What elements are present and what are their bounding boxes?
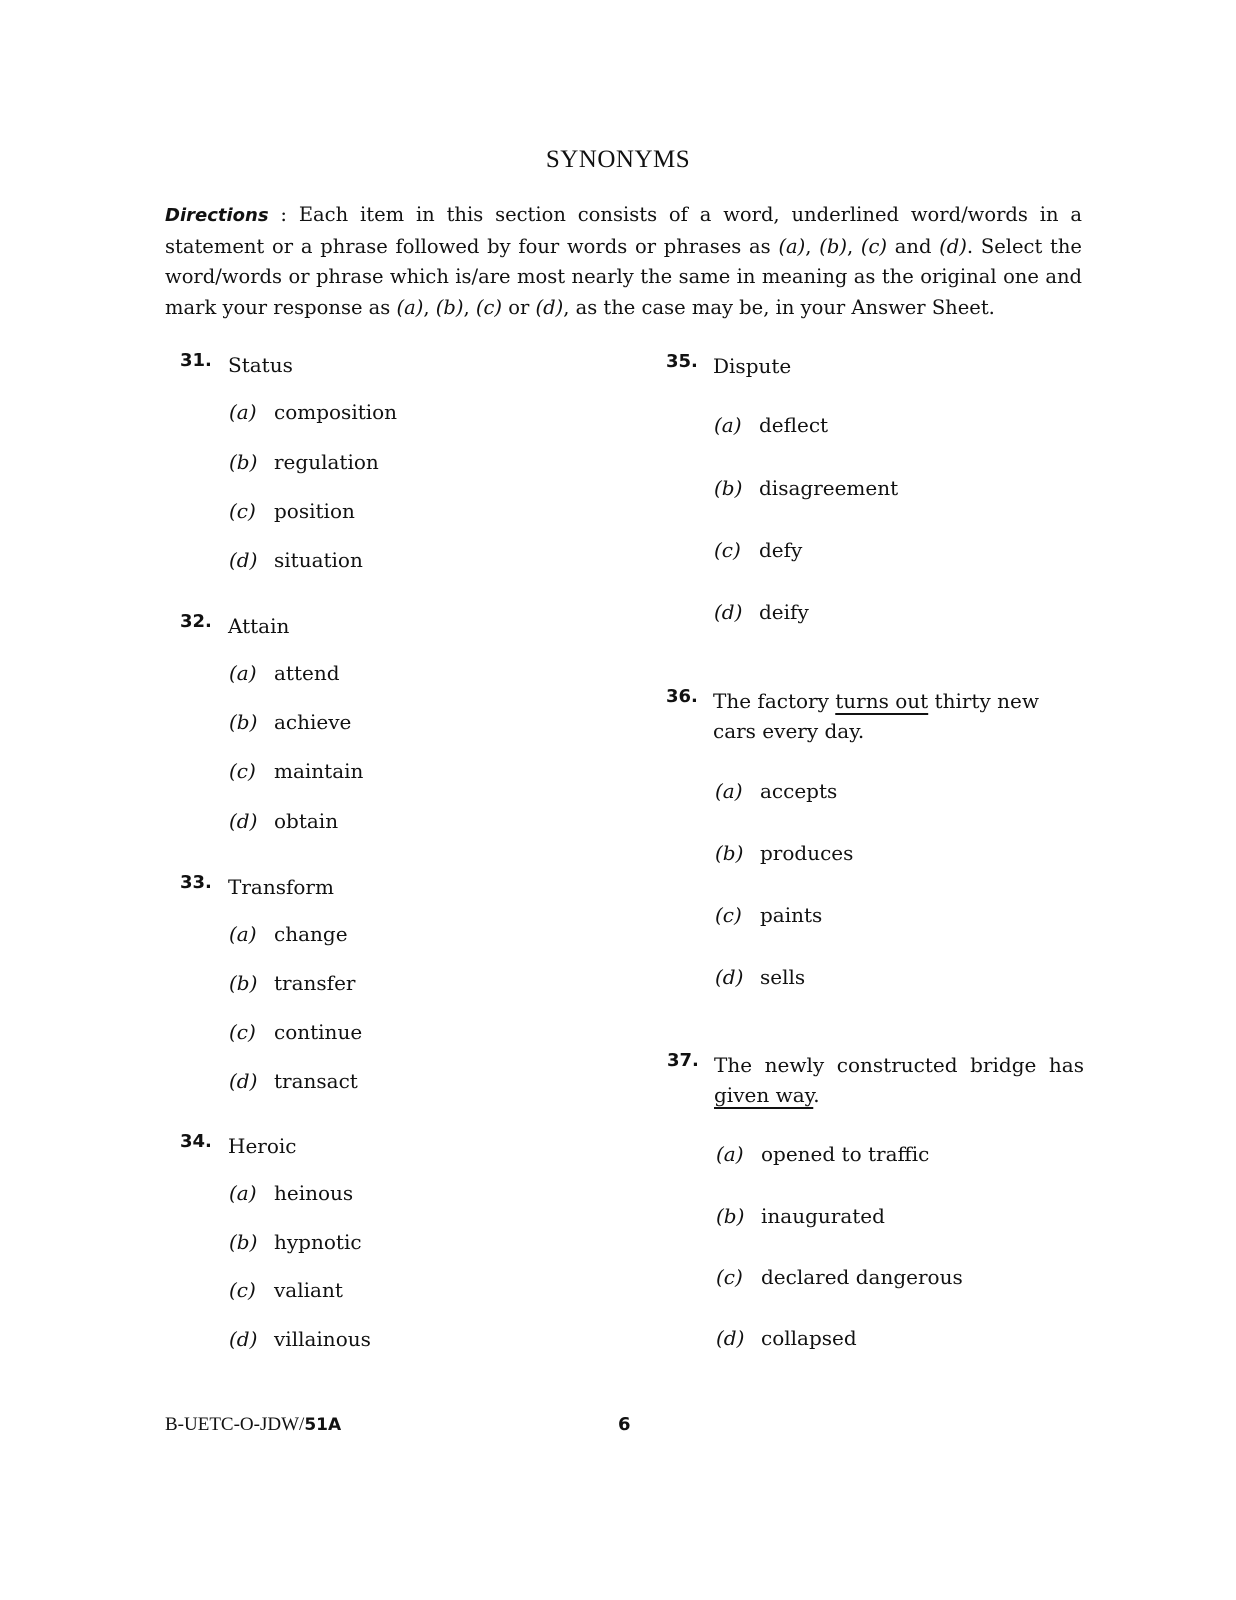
section-title: SYNONYMS — [545, 146, 691, 173]
option-text: declared dangerous — [761, 1265, 963, 1289]
question-word: Transform — [228, 875, 334, 899]
directions-option-c: (c) — [860, 234, 888, 258]
option-label: (a) — [229, 400, 257, 424]
directions-option-a: (a) — [778, 234, 806, 258]
question-number: 32. — [180, 611, 212, 632]
question-word: Status — [228, 353, 293, 377]
option-text: deflect — [759, 413, 829, 437]
option-label: (c) — [229, 1020, 256, 1044]
directions-comma: , — [463, 295, 476, 319]
option-label: (c) — [716, 1265, 743, 1289]
option-text: composition — [274, 400, 398, 424]
option-label: (b) — [229, 710, 258, 734]
option-label: (a) — [714, 413, 742, 437]
directions-and: and — [887, 234, 940, 258]
question-word: Heroic — [228, 1134, 297, 1158]
statement-text: The factory — [713, 689, 836, 713]
option-text: accepts — [760, 779, 838, 803]
directions-option-b: (b) — [819, 234, 847, 258]
option-text: transfer — [274, 971, 356, 995]
option-text: opened to traffic — [761, 1142, 930, 1166]
option-label: (a) — [229, 922, 257, 946]
option-label: (d) — [229, 548, 258, 572]
question-number: 33. — [180, 872, 212, 893]
option-text: inaugurated — [761, 1204, 885, 1228]
directions-option-a: (a) — [396, 295, 424, 319]
option-text: change — [274, 922, 348, 946]
option-label: (d) — [229, 1069, 258, 1093]
option-label: (d) — [229, 1327, 258, 1351]
option-label: (c) — [229, 759, 256, 783]
directions-or: or — [502, 295, 536, 319]
option-text: valiant — [274, 1278, 343, 1302]
directions-comma: , — [423, 295, 436, 319]
option-text: produces — [760, 841, 854, 865]
option-text: deify — [759, 600, 809, 624]
question-statement — [713, 686, 1083, 746]
booklet-code-prefix: B-UETC-O-JDW/ — [165, 1414, 305, 1435]
underlined-phrase: turns out — [835, 689, 929, 713]
option-label: (d) — [716, 1326, 745, 1350]
option-label: (b) — [716, 1204, 745, 1228]
option-label: (b) — [714, 476, 743, 500]
option-text: situation — [274, 548, 363, 572]
option-label: (b) — [229, 1230, 258, 1254]
option-label: (c) — [715, 903, 742, 927]
option-text: maintain — [274, 759, 364, 783]
statement-text: thirty new cars every day. — [713, 689, 1039, 743]
option-label: (d) — [715, 965, 744, 989]
question-number: 31. — [180, 350, 212, 371]
option-text: regulation — [274, 450, 379, 474]
question-number: 36. — [666, 686, 698, 707]
directions-option-d: (d) — [535, 295, 564, 319]
option-text: position — [274, 499, 355, 523]
question-number: 34. — [180, 1131, 212, 1152]
option-text: continue — [274, 1020, 363, 1044]
question-word: Dispute — [713, 354, 792, 378]
option-label: (d) — [229, 809, 258, 833]
option-label: (b) — [229, 971, 258, 995]
option-label: (a) — [716, 1142, 744, 1166]
directions-comma: , — [846, 234, 861, 258]
directions-sep: : — [268, 203, 299, 226]
question-word: Attain — [228, 614, 290, 638]
directions-paragraph — [165, 200, 1082, 323]
option-label: (a) — [229, 661, 257, 685]
option-text: sells — [760, 965, 806, 989]
option-label: (c) — [229, 1278, 256, 1302]
directions-lead: Directions — [165, 205, 269, 226]
option-text: paints — [760, 903, 823, 927]
option-text: attend — [274, 661, 340, 685]
option-text: collapsed — [761, 1326, 857, 1350]
option-text: defy — [759, 538, 803, 562]
page-number: 6 — [618, 1414, 631, 1435]
directions-text-3: , as the case may be, in your Answer Sheet. — [563, 295, 995, 319]
option-label: (b) — [229, 450, 258, 474]
option-label: (d) — [714, 600, 743, 624]
option-text: disagreement — [759, 476, 899, 500]
option-text: heinous — [274, 1181, 354, 1205]
option-text: obtain — [274, 809, 339, 833]
question-number: 35. — [666, 351, 698, 372]
statement-text: The newly constructed bridge has — [714, 1053, 1084, 1077]
directions-text-1: Each item in this section consists of a word, underlined word/words in a statement or a phrase followed by four words or phrases as — [165, 203, 1082, 258]
option-text: transact — [274, 1069, 358, 1093]
option-label: (a) — [715, 779, 743, 803]
option-text: hypnotic — [274, 1230, 362, 1254]
booklet-code-series: 51A — [304, 1415, 342, 1435]
directions-text-2: . Select the word/words or phrase which is/are most nearly the same in meaning as the original one and mark your response as — [165, 234, 1082, 319]
option-label: (c) — [714, 538, 741, 562]
question-number: 37. — [667, 1050, 699, 1071]
directions-comma: , — [805, 234, 820, 258]
underlined-phrase: given way — [714, 1083, 814, 1107]
question-statement — [714, 1050, 1084, 1110]
directions-option-d: (d) — [939, 234, 967, 258]
option-label: (c) — [229, 499, 256, 523]
statement-text: . — [813, 1083, 820, 1107]
option-label: (b) — [715, 841, 744, 865]
directions-option-c: (c) — [475, 295, 503, 319]
option-text: achieve — [274, 710, 352, 734]
option-text: villainous — [274, 1327, 371, 1351]
directions-option-b: (b) — [435, 295, 464, 319]
option-label: (a) — [229, 1181, 257, 1205]
booklet-code — [165, 1414, 341, 1436]
